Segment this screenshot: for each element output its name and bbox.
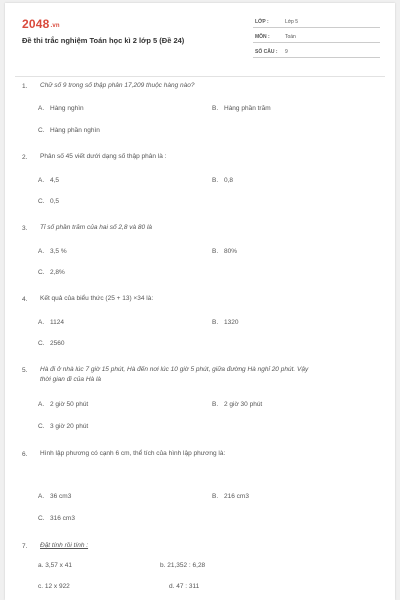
meta-row-class [253, 15, 380, 28]
question-text: Chữ số 9 trong số thập phân 17,209 thuộc hàng nào? [40, 82, 195, 89]
question-number: 5. [22, 367, 28, 374]
option-letter: A. [38, 401, 45, 408]
meta-value-class: Lớp 5 [285, 19, 299, 25]
option-b[interactable] [212, 493, 249, 500]
option-a[interactable] [38, 401, 88, 408]
calc-item-a: a. 3,57 x 41 [38, 562, 72, 569]
option-a[interactable] [38, 177, 59, 184]
question-text-line-1: Hà đi ở nhà lúc 7 giờ 15 phút, Hà đến nơi lúc 10 giờ 5 phút, giữa đường Hà nghỉ 20 phút. Vậy [40, 366, 309, 373]
option-a[interactable] [38, 319, 64, 326]
option-letter: B. [212, 319, 219, 326]
meta-key-count: SỐ CÂU : [255, 49, 278, 55]
option-letter: A. [38, 177, 45, 184]
question-text: Kết quả của biểu thức (25 + 13) ×34 là: [40, 295, 154, 302]
option-letter: C. [38, 269, 45, 276]
option-b[interactable] [212, 401, 262, 408]
option-letter: C. [38, 340, 45, 347]
option-a[interactable] [38, 105, 84, 112]
option-text: 2,8% [50, 269, 65, 276]
meta-row-subject [253, 30, 380, 43]
header-divider [15, 76, 385, 77]
question-number: 1. [22, 83, 28, 90]
calc-item-c: c. 12 x 922 [38, 583, 70, 590]
option-text: 216 cm3 [224, 493, 249, 500]
option-text: 3 giờ 20 phút [50, 423, 89, 430]
option-letter: B. [212, 105, 219, 112]
option-letter: B. [212, 493, 219, 500]
option-text: 3,5 % [50, 248, 67, 255]
option-letter: B. [212, 248, 219, 255]
logo-suffix-text: .vn [50, 23, 60, 29]
option-b[interactable] [212, 248, 237, 255]
site-logo[interactable] [22, 17, 60, 31]
option-letter: C. [38, 198, 45, 205]
option-letter: B. [212, 177, 219, 184]
question-text: Đặt tính rồi tính : [40, 542, 89, 549]
logo-main-text: 2048 [22, 17, 50, 31]
option-text: 36 cm3 [50, 493, 72, 500]
question-text: Phân số 45 viết dưới dạng số thập phân là : [40, 153, 167, 160]
question-text: Tỉ số phần trăm của hai số 2,8 và 80 là [40, 224, 153, 231]
question-number: 7. [22, 543, 28, 550]
exam-title: Đề thi trắc nghiệm Toán học kì 2 lớp 5 (Đề 24) [22, 36, 185, 45]
question-text: Hình lập phương có cạnh 6 cm, thể tích của hình lập phương là: [40, 450, 226, 457]
option-text: Hàng phần nghìn [50, 127, 100, 134]
option-b[interactable] [212, 105, 271, 112]
calc-item-b: b. 21,352 : 6,28 [160, 562, 206, 569]
option-letter: C. [38, 423, 45, 430]
option-text: 0,5 [50, 198, 60, 205]
option-letter: A. [38, 493, 45, 500]
option-text: Hàng nghìn [50, 105, 84, 112]
option-text: 2 giờ 50 phút [50, 401, 89, 408]
option-text: 2560 [50, 340, 65, 347]
option-c[interactable] [38, 340, 64, 347]
option-c[interactable] [38, 269, 65, 276]
option-letter: A. [38, 319, 45, 326]
question-text-line-2: thời gian đi của Hà là [40, 376, 102, 383]
option-letter: C. [38, 515, 45, 522]
question-number: 2. [22, 154, 28, 161]
option-letter: C. [38, 127, 45, 134]
meta-key-class: LỚP : [255, 19, 269, 25]
option-b[interactable] [212, 177, 233, 184]
option-text: 316 cm3 [50, 515, 75, 522]
calc-item-d: d. 47 : 311 [169, 583, 200, 590]
meta-value-subject: Toán [285, 34, 296, 40]
option-c[interactable] [38, 423, 88, 430]
option-text: 80% [224, 248, 238, 255]
option-text: 2 giờ 30 phút [224, 401, 263, 408]
option-a[interactable] [38, 248, 67, 255]
option-c[interactable] [38, 515, 75, 522]
question-number: 3. [22, 225, 28, 232]
meta-row-count [253, 45, 380, 58]
option-text: 0,8 [224, 177, 234, 184]
option-text: 1124 [50, 319, 64, 326]
question-number: 4. [22, 296, 28, 303]
option-c[interactable] [38, 198, 59, 205]
meta-value-count: 9 [285, 49, 288, 55]
question-number: 6. [22, 451, 28, 458]
option-c[interactable] [38, 127, 100, 134]
option-letter: B. [212, 401, 219, 408]
option-b[interactable] [212, 319, 238, 326]
option-text: 1320 [224, 319, 239, 326]
option-text: 4,5 [50, 177, 60, 184]
option-a[interactable] [38, 493, 71, 500]
meta-key-subject: MÔN : [255, 34, 270, 40]
exam-header [5, 3, 395, 75]
exam-page [5, 3, 395, 600]
option-letter: A. [38, 105, 45, 112]
option-letter: A. [38, 248, 45, 255]
option-text: Hàng phần trăm [224, 105, 271, 112]
